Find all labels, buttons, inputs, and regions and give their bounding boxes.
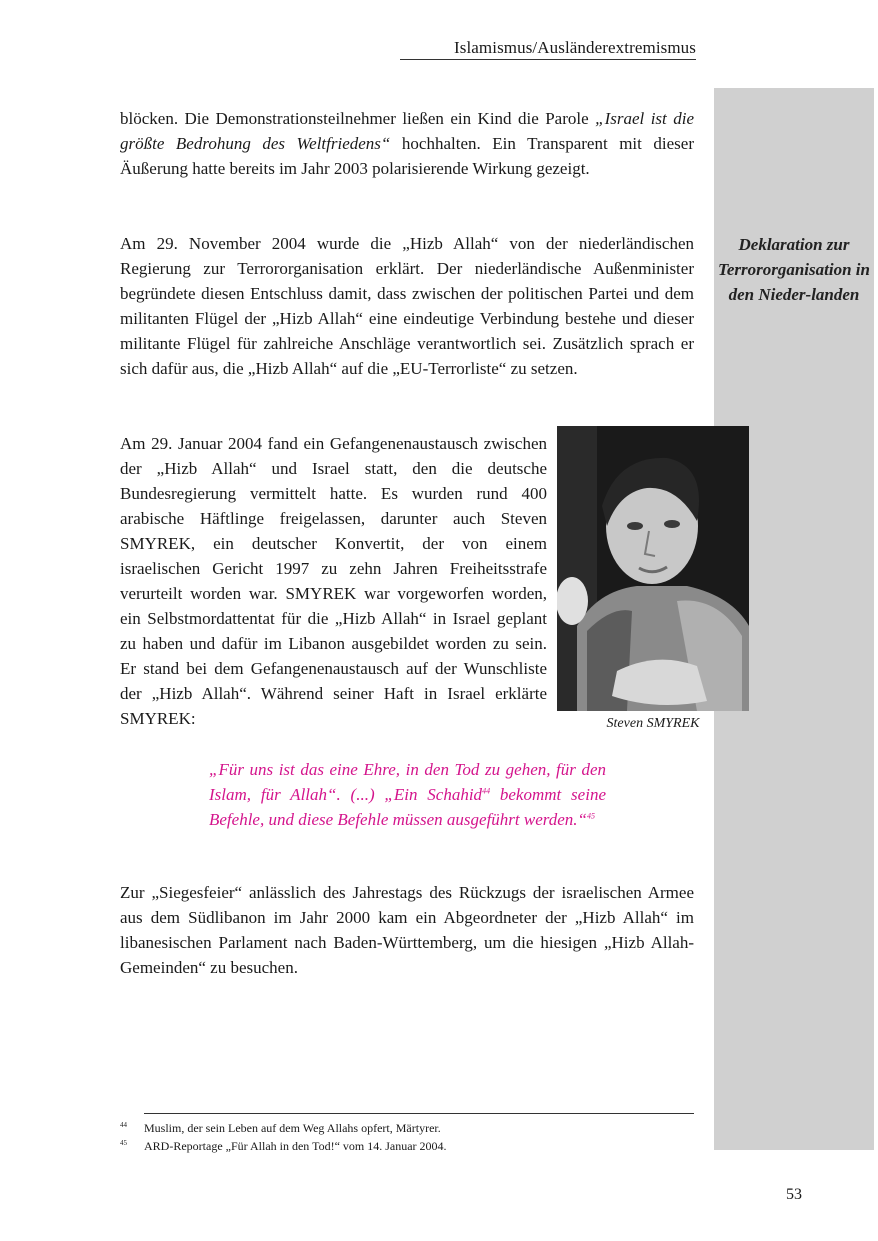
footnote-text: ARD-Reportage „Für Allah in den Tod!“ vom 14. Januar 2004. — [144, 1139, 447, 1153]
paragraph-3: Am 29. Januar 2004 fand ein Gefangenenaustausch zwischen der „Hizb Allah“ und Israel statt, den die deutsche Bundesregierung vermittelt hatte. Es wurden rund 400 arabische Häftlinge freigelassen, darunter auch Steven SMYREK, ein deutscher Konvertit, der von einem israelischen Gericht 1997 zu zehn Jahren Freiheitsstrafe verurteilt worden war. SMYREK war vorgeworfen worden, ein Selbstmordattentat für die „Hizb Allah“ in Israel geplant zu haben und dafür im Libanon ausgebildet worden zu sein. Er stand bei dem Gefangenenaustausch auf der Wunschliste der „Hizb Allah“. Während seiner Haft in Israel erklärte SMYREK: — [120, 434, 547, 728]
paragraph-1-italic-quote: „Israel ist die größte Bedrohung des Weltfriedens“ — [120, 109, 694, 153]
portrait-illustration — [557, 426, 749, 711]
footnote-ref-44[interactable]: 44 — [482, 786, 491, 796]
footnote-number: 45 — [120, 1139, 127, 1147]
portrait-photo — [557, 426, 749, 711]
footnote-ref-45[interactable]: 45 — [587, 811, 596, 821]
header-rule — [400, 59, 696, 60]
photo-caption: Steven SMYREK — [606, 716, 700, 731]
footnote-text: Muslim, der sein Leben auf dem Weg Allahs opfert, Märtyrer. — [144, 1121, 441, 1135]
quotation-text-a: „Für uns ist das eine Ehre, in den Tod zu gehen, für den Islam, für Allah“. (...) „Ein Schahid — [209, 760, 606, 804]
paragraph-1 — [120, 106, 694, 181]
footnote-number: 44 — [120, 1121, 127, 1129]
margin-note: Deklaration zur Terrororganisation in den Nieder-landen — [718, 235, 870, 304]
footnote-rule — [144, 1113, 694, 1114]
running-header: Islamismus/Ausländerextremismus — [453, 38, 696, 57]
quotation-text-b: bekommt seine Befehle, und diese Befehle müssen ausgeführt werden.“ — [209, 785, 606, 829]
page-number: 53 — [786, 1186, 802, 1203]
quotation — [209, 757, 606, 832]
paragraph-4: Zur „Siegesfeier“ anlässlich des Jahrestags des Rückzugs der israelischen Armee aus dem Südlibanon im Jahr 2000 kam ein Abgeordneter der „Hizb Allah“ im libanesischen Parlament nach Baden-Württemberg, um die hiesigen „Hizb Allah-Gemeinden“ zu besuchen. — [120, 883, 694, 977]
paragraph-1-text-a: blöcken. Die Demonstrationsteilnehmer ließen ein Kind die Parole — [120, 109, 596, 128]
paragraph-1-text-b: hochhalten. Ein Transparent mit dieser Äußerung hatte bereits im Jahr 2003 polarisierende Wirkung gezeigt. — [120, 134, 694, 178]
paragraph-2: Am 29. November 2004 wurde die „Hizb Allah“ von der niederländischen Regierung zur Terrororganisation erklärt. Der niederländische Außenminister begründete diesen Entschluss damit, dass zwischen der politischen Partei und dem militanten Flügel der „Hizb Allah“ eine eindeutige Verbindung bestehe und dieser militante Flügel für zahlreiche Anschläge verantwortlich sei. Zusätzlich sprach er sich dafür aus, die „Hizb Allah“ auf die „EU-Terrorliste“ zu setzen. — [120, 234, 694, 378]
